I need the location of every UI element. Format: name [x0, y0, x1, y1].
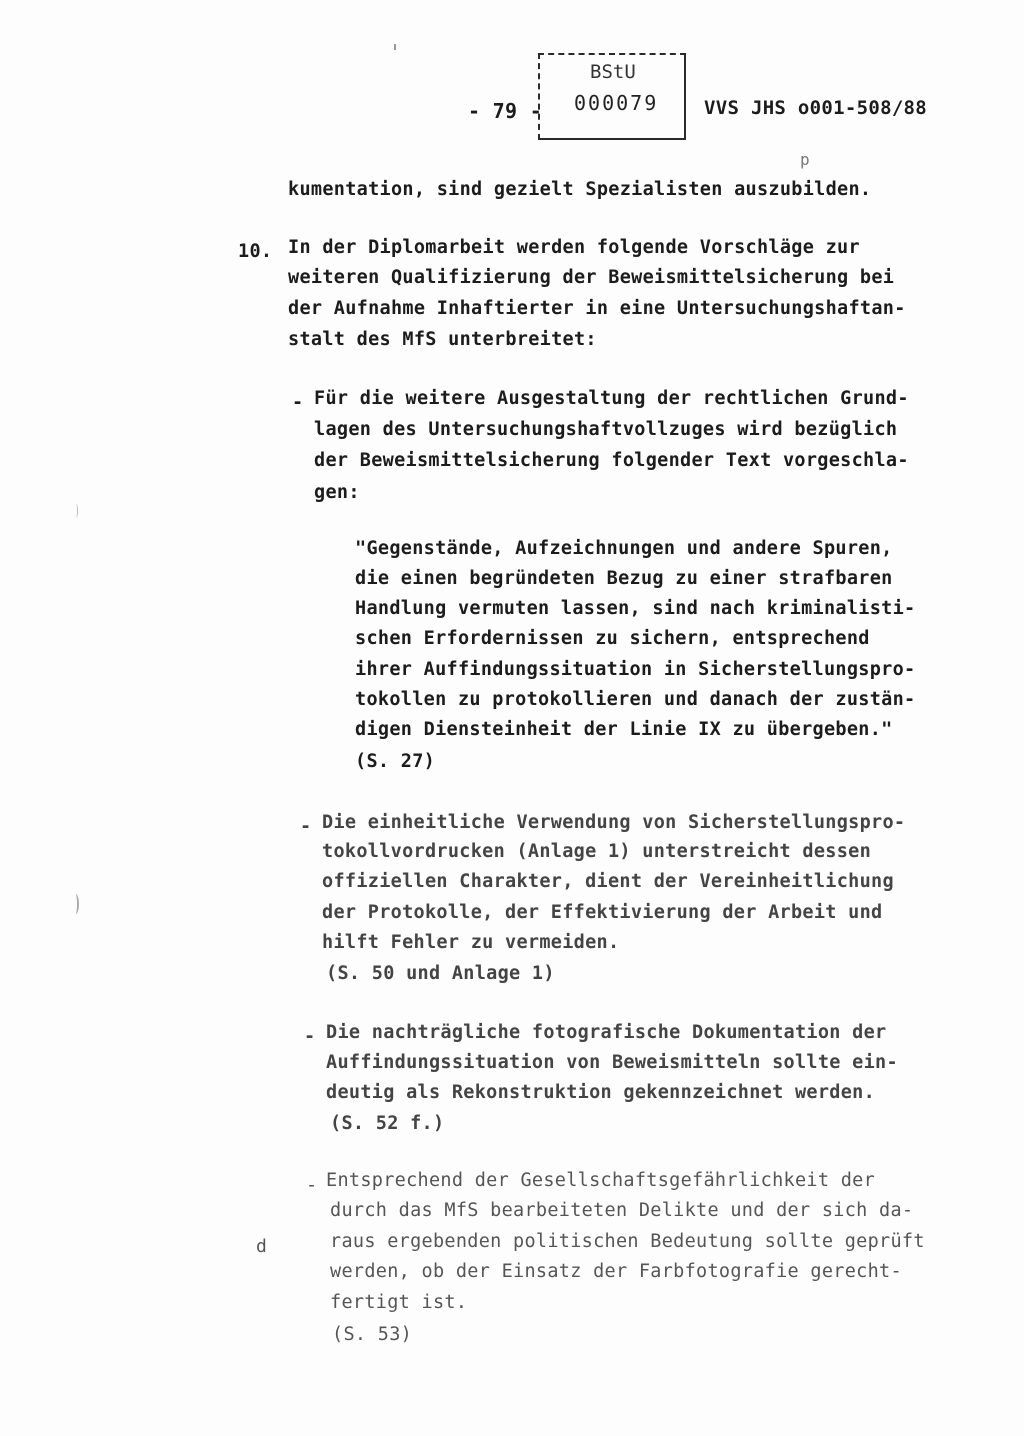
item-dash: -: [300, 816, 312, 837]
quote-line: "Gegenstände, Aufzeichnungen und andere Spuren,: [355, 538, 893, 559]
page-number: - 79 -: [468, 99, 543, 123]
quote-line: schen Erfordernissen zu sichern, entsprechend: [355, 628, 870, 649]
intro-line: kumentation, sind gezielt Spezialisten auszubilden.: [288, 179, 872, 200]
section-line: In der Diplomarbeit werden folgende Vorschläge zur: [288, 237, 860, 258]
scan-speck: [74, 504, 78, 518]
section-line: weiteren Qualifizierung der Beweismittelsicherung bei: [288, 267, 895, 288]
margin-mark: d: [256, 1236, 267, 1257]
item-line: der Protokolle, der Effektivierung der Arbeit und: [322, 902, 883, 923]
item-line: Entsprechend der Gesellschaftsgefährlichkeit der: [326, 1170, 876, 1191]
item-line: der Beweismittelsicherung folgender Text vorgeschla-: [314, 450, 909, 471]
archive-stamp: [538, 53, 686, 140]
scan-speck: [394, 44, 396, 50]
scan-speck: [72, 894, 79, 914]
top-margin-mark: p: [800, 150, 810, 169]
item-line: Auffindungssituation von Beweismitteln sollte ein-: [326, 1052, 898, 1073]
quote-line: digen Diensteinheit der Linie IX zu übergeben.": [355, 719, 893, 740]
item-line: lagen des Untersuchungshaftvollzuges wird bezüglich: [314, 419, 898, 440]
quote-citation: (S. 27): [355, 751, 436, 772]
stamp-number: 000079: [574, 91, 659, 115]
quote-line: Handlung vermuten lassen, sind nach kriminalisti-: [355, 598, 916, 619]
item-dash: -: [306, 1175, 318, 1196]
item-line: raus ergebenden politischen Bedeutung sollte geprüft: [330, 1231, 925, 1252]
item-line: hilft Fehler zu vermeiden.: [322, 932, 620, 953]
item-line: Die einheitliche Verwendung von Sicherstellungspro-: [322, 812, 906, 833]
quote-line: tokollen zu protokollieren und danach der zustän-: [355, 689, 916, 710]
item-citation: (S. 53): [332, 1324, 413, 1345]
item-dash: -: [304, 1026, 316, 1047]
item-line: durch das MfS bearbeiteten Delikte und der sich da-: [330, 1200, 914, 1221]
quote-line: ihrer Auffindungssituation in Sicherstellungspro-: [355, 659, 916, 680]
item-citation: (S. 52 f.): [330, 1113, 445, 1134]
item-line: Die nachträgliche fotografische Dokumentation der: [326, 1022, 887, 1043]
item-line: fertigt ist.: [330, 1292, 468, 1313]
item-dash: -: [292, 392, 304, 413]
section-number: 10.: [238, 241, 273, 262]
item-citation: (S. 50 und Anlage 1): [326, 963, 555, 984]
item-line: offiziellen Charakter, dient der Vereinheitlichung: [322, 871, 894, 892]
section-line: der Aufnahme Inhaftierter in eine Untersuchungshaftan-: [288, 298, 906, 319]
item-line: gen:: [314, 482, 360, 503]
item-line: werden, ob der Einsatz der Farbfotografie gerecht-: [330, 1261, 902, 1282]
item-line: tokollvordrucken (Anlage 1) unterstreicht dessen: [322, 841, 872, 862]
stamp-agency: BStU: [590, 61, 636, 83]
item-line: Für die weitere Ausgestaltung der rechtlichen Grund-: [314, 388, 909, 409]
quote-line: die einen begründeten Bezug zu einer strafbaren: [355, 568, 893, 589]
section-line: stalt des MfS unterbreitet:: [288, 329, 597, 350]
item-line: deutig als Rekonstruktion gekennzeichnet werden.: [326, 1082, 876, 1103]
reference-number: VVS JHS o001-508/88: [704, 97, 928, 119]
